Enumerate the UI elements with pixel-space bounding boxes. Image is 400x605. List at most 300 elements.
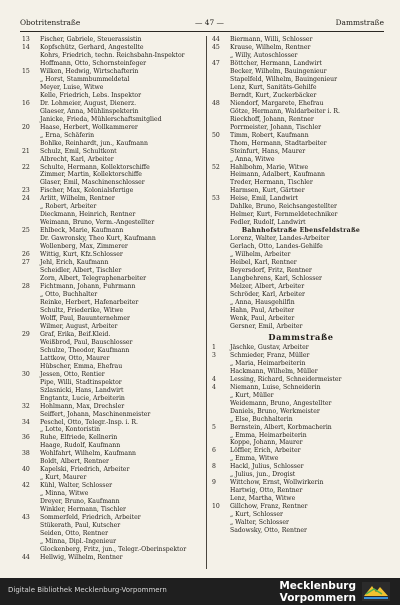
directory-entry	[22, 84, 204, 92]
house-number: 40	[22, 466, 30, 474]
directory-entry	[22, 482, 204, 490]
directory-entry	[22, 52, 204, 60]
resident-entry: Dieckmann, Heinrich, Rentner	[40, 211, 136, 219]
resident-entry: Lenz, Kurt, Sanitäts-Gehilfe	[230, 83, 317, 91]
directory-entry	[212, 424, 390, 432]
house-number: 4	[212, 383, 216, 391]
resident-entry: Dreyer, Bruno, Kaufmann	[40, 498, 120, 506]
directory-entry	[212, 267, 390, 275]
directory-entry	[22, 442, 204, 450]
header-left-street: Obotritenstraße	[20, 18, 81, 27]
directory-entry	[212, 299, 390, 307]
house-number: 22	[22, 163, 30, 171]
resident-entry: „ Julius, jun., Drogist	[230, 471, 296, 479]
directory-entry	[212, 503, 390, 511]
house-number: 3	[212, 351, 216, 359]
resident-entry: Hackl, Julius, Schlosser	[230, 463, 304, 471]
brand-text	[279, 580, 356, 604]
house-number: 8	[212, 463, 216, 471]
resident-entry: Wollenberg, Max, Zimmerer	[40, 243, 128, 251]
resident-entry: Heise, Emil, Landwirt	[230, 195, 299, 203]
directory-entry	[212, 108, 390, 116]
house-number: 28	[22, 283, 30, 291]
directory-entry	[212, 283, 390, 291]
directory-entry	[22, 458, 204, 466]
directory-entry	[22, 100, 204, 108]
directory-entry	[22, 44, 204, 52]
resident-entry: Fedler, Rudolf, Landwirt	[230, 219, 306, 227]
resident-entry: Harmsen, Kurt, Gärtner	[230, 187, 305, 195]
directory-entry	[22, 187, 204, 195]
directory-entry	[22, 379, 204, 387]
resident-entry: Kapelski, Friedrich, Arbeiter	[40, 466, 130, 474]
resident-entry: Kopfschütz, Gerhard, Angestellte	[40, 43, 144, 51]
resident-entry: Stapelfeld, Wilhelm, Bauingenieur	[230, 75, 338, 83]
resident-entry: Scheidler, Albert, Tischler	[40, 267, 122, 275]
resident-entry: Fichtmann, Johann, Fuhrmann	[40, 283, 136, 291]
directory-entry	[212, 315, 390, 323]
directory-entry	[212, 344, 390, 352]
resident-entry: Berndt, Kurt, Zuckerbäcker	[230, 91, 317, 99]
resident-entry: Beyersdorf, Fritz, Rentner	[230, 267, 312, 275]
resident-entry: Szlasnicki, Hans, Landwirt	[40, 386, 124, 394]
resident-entry: „ Anna, Hausgehilfin	[230, 298, 295, 306]
house-number: 10	[212, 503, 220, 511]
directory-entry	[212, 527, 390, 535]
resident-entry: Götze, Hermann, Waldarbeiter i. R.	[230, 107, 340, 115]
resident-entry: Rieckhoff, Johann, Rentner	[230, 115, 314, 123]
directory-entry	[22, 498, 204, 506]
house-number: 52	[212, 163, 220, 171]
brand-line1: Mecklenburg	[279, 580, 356, 592]
resident-entry: Haage, Rudolf, Kaufmann	[40, 442, 121, 450]
directory-entry	[212, 392, 390, 400]
directory-entry	[212, 275, 390, 283]
resident-entry: Schultz, Friederike, Witwe	[40, 306, 124, 314]
resident-entry: Lessing, Richard, Schneidermeister	[230, 375, 342, 383]
directory-entry	[212, 132, 390, 140]
directory-entry	[212, 211, 390, 219]
library-name: Digitale Bibliothek Mecklenburg-Vorpommern	[8, 586, 167, 594]
street-heading: Dammstraße	[268, 331, 334, 342]
resident-entry: Sadowsky, Otto, Rentner	[230, 527, 307, 535]
house-number: 34	[22, 418, 30, 426]
directory-entry	[212, 376, 390, 384]
resident-entry: „ Kurt, Müller	[230, 391, 274, 399]
resident-entry: „ Walter, Schlosser	[230, 519, 289, 527]
directory-entry	[212, 92, 390, 100]
resident-entry: „ Else, Buchhalterin	[230, 415, 293, 423]
directory-entry	[22, 179, 204, 187]
resident-entry: Glockenberg, Fritz, jun., Telegr.-Oberinspektor	[40, 546, 187, 553]
resident-entry: Fischer, Max, Kolonialsfertige	[40, 187, 134, 195]
directory-entry	[212, 479, 390, 487]
house-number: 48	[212, 99, 220, 107]
directory-entry	[212, 164, 390, 172]
resident-entry: Wilken, Hedwig, Wirtschafterin	[40, 67, 139, 75]
directory-entry	[22, 195, 204, 203]
resident-entry: Hellwig, Wilhelm, Rentner	[40, 553, 123, 561]
resident-entry: Fischer, Gabriele, Steuerassistin	[40, 36, 142, 43]
directory-entry	[22, 235, 204, 243]
directory-entry	[22, 140, 204, 148]
house-number: 26	[22, 251, 30, 259]
resident-entry: Glaeser, Anna, Mühlinspekterin	[40, 107, 139, 115]
directory-entry	[22, 227, 204, 235]
directory-entry	[212, 519, 390, 527]
resident-entry: Melzer, Albert, Arbeiter	[230, 283, 305, 291]
directory-entry	[22, 347, 204, 355]
house-number: 45	[212, 43, 220, 51]
directory-entry	[22, 411, 204, 419]
house-number: 14	[22, 43, 30, 51]
page-number: — 47 —	[195, 18, 224, 27]
directory-entry	[212, 352, 390, 360]
resident-entry: Zimmer, Martin, Kollektorschiffe	[40, 171, 142, 179]
directory-entry	[212, 203, 390, 211]
directory-entry	[212, 52, 390, 60]
house-number: 32	[22, 402, 30, 410]
resident-entry: Haase, Herbert, Wollkammerer	[40, 123, 138, 131]
house-number: 23	[22, 187, 30, 195]
directory-entry	[22, 132, 204, 140]
resident-entry: Glaser, Emil, Maschinenschlosser	[40, 179, 145, 187]
viewer-footer	[0, 578, 400, 605]
directory-entry	[212, 416, 390, 424]
directory-entry	[22, 514, 204, 522]
directory-entry	[212, 124, 390, 132]
resident-entry: Schröder, Karl, Arbeiter	[230, 291, 305, 298]
resident-entry: Jäschke, Gustav, Arbeiter	[230, 343, 309, 351]
house-number: 13	[22, 36, 30, 43]
directory-entry	[212, 84, 390, 92]
house-number: 50	[212, 131, 220, 139]
house-number: 9	[212, 479, 216, 487]
resident-entry: Koppe, Johann, Maurer	[230, 439, 303, 447]
directory-entry	[22, 530, 204, 538]
resident-entry: Albrecht, Karl, Arbeiter	[40, 155, 114, 163]
resident-entry: „ Horst, Stammbummeldetal	[40, 75, 130, 83]
resident-entry: Helmer, Kurt, Fernmeldetechniker	[230, 211, 338, 219]
directory-entry	[22, 538, 204, 546]
directory-entry	[212, 235, 390, 243]
directory-entry	[22, 219, 204, 227]
directory-entry	[22, 171, 204, 179]
resident-entry: Hohlmann, Max, Drechsler	[40, 402, 125, 410]
directory-entry	[212, 251, 390, 259]
resident-entry: „ Robert, Arbeiter	[40, 203, 97, 211]
resident-entry: Jehl, Erich, Kaufmann	[40, 259, 109, 267]
resident-entry: Kelle, Friedrich, Lebs. Inspektor	[40, 91, 142, 99]
house-number: 24	[22, 195, 30, 203]
directory-entry	[212, 511, 390, 519]
house-number: 6	[212, 447, 216, 455]
directory-entry	[22, 243, 204, 251]
directory-entry	[212, 487, 390, 495]
right-column	[212, 36, 390, 535]
directory-entry	[22, 203, 204, 211]
house-number: 47	[212, 59, 220, 67]
directory-entry	[22, 554, 204, 562]
resident-entry: „ Maria, Heimarbeiterin	[230, 359, 306, 367]
resident-entry: Hahn, Paul, Arbeiter	[230, 306, 295, 314]
directory-entry	[212, 219, 390, 227]
header-right-street: Dammstraße	[335, 18, 384, 27]
resident-entry: Lenz, Martha, Witwe	[230, 495, 296, 503]
resident-entry: Bernstein, Albert, Korbmacherin	[230, 423, 332, 431]
directory-entry	[22, 363, 204, 371]
directory-entry	[22, 395, 204, 403]
resident-entry: Wittchow, Ernst, Wollwirkerin	[230, 479, 324, 487]
resident-entry: Hübscher, Emma, Ehefrau	[40, 362, 123, 370]
directory-entry	[212, 368, 390, 376]
house-number: 21	[22, 147, 30, 155]
resident-entry: Böttcher, Hermann, Landwirt	[230, 59, 322, 67]
resident-entry: „ Willy, Autoschlosser	[230, 51, 298, 59]
resident-entry: Janicke, Frieda, Mühlerschaftsmitglied	[40, 115, 162, 123]
directory-entry	[22, 275, 204, 283]
resident-entry: Schulz, Emil, Schultkont	[40, 147, 117, 155]
directory-entry	[22, 148, 204, 156]
resident-entry: Peschel, Otto, Telegr.-Insp. i. R.	[40, 418, 138, 426]
directory-entry	[22, 68, 204, 76]
resident-entry: Heibel, Karl, Rentner	[230, 259, 297, 267]
resident-entry: Krause, Wilhelm, Rentner	[230, 43, 311, 51]
directory-entry	[212, 76, 390, 84]
resident-entry: Reinke, Herbert, Hafenarbeiter	[40, 298, 139, 306]
directory-entry	[212, 291, 390, 299]
resident-entry: Wenk, Paul, Arbeiter	[230, 314, 295, 322]
house-number: 36	[22, 434, 30, 442]
directory-entry	[22, 156, 204, 164]
resident-entry: Graf, Erika, Beif.Kleid.	[40, 330, 111, 338]
resident-entry: Engtantz, Lucie, Arbeiterin	[40, 394, 125, 402]
directory-entry	[212, 323, 390, 331]
resident-entry: Thom, Hermann, Stadtarbeiter	[230, 139, 327, 147]
house-number: 30	[22, 370, 30, 378]
resident-entry: Daniels, Bruno, Werkmeister	[230, 407, 320, 415]
left-column	[22, 36, 204, 562]
house-number: 27	[22, 259, 30, 267]
directory-entry	[212, 100, 390, 108]
directory-entry	[212, 156, 390, 164]
resident-entry: „ Lotte, Kontoristin	[40, 426, 101, 434]
directory-entry	[212, 307, 390, 315]
directory-entry	[212, 400, 390, 408]
resident-entry: Lorenz, Walter, Landes-Arbeiter	[230, 235, 330, 243]
resident-entry: Ruhe, Elfriede, Kellnerin	[40, 434, 118, 442]
resident-entry: Seiffert, Johann, Maschinenmeister	[40, 410, 151, 418]
resident-entry: Heimann, Adalbert, Kaufmann	[230, 171, 325, 179]
directory-entry	[22, 466, 204, 474]
house-number: 1	[212, 343, 216, 351]
directory-entry	[22, 339, 204, 347]
resident-entry: Ehlbeck, Marie, Kaufmann	[40, 227, 124, 235]
page-header	[20, 18, 390, 32]
resident-entry: Winkler, Hermann, Tischler	[40, 506, 126, 514]
directory-entry	[212, 187, 390, 195]
resident-entry: Niendorf, Margarete, Ehefrau	[230, 99, 324, 107]
resident-entry: „ Wilhelm, Arbeiter	[230, 251, 291, 259]
resident-entry: „ Minna, Dipl.-Ingenieur	[40, 538, 117, 546]
house-number: 42	[22, 482, 30, 490]
house-number: 5	[212, 423, 216, 431]
directory-entry	[22, 116, 204, 124]
directory-entry	[22, 355, 204, 363]
resident-entry: Timm, Robert, Kaufmann	[230, 131, 309, 139]
directory-entry	[22, 299, 204, 307]
directory-entry	[212, 44, 390, 52]
resident-entry: „ Otto, Buchhalter	[40, 291, 98, 298]
directory-entry	[212, 148, 390, 156]
house-number: 29	[22, 330, 30, 338]
resident-entry: Löffler, Erich, Arbeiter	[230, 447, 301, 455]
directory-entry	[212, 471, 390, 479]
resident-entry: Hahlbohm, Marie, Witwe	[230, 163, 309, 171]
resident-entry: „ Anna, Witwe	[230, 155, 275, 163]
directory-entry	[22, 403, 204, 411]
directory-entry	[212, 432, 390, 440]
directory-entry	[22, 108, 204, 116]
directory-entry	[22, 546, 204, 554]
resident-entry: „ Minna, Witwe	[40, 490, 89, 498]
directory-entry	[212, 243, 390, 251]
house-number: 15	[22, 67, 30, 75]
header-rule	[20, 31, 384, 32]
resident-entry: Wolff, Paul, Bauunternehmer	[40, 314, 130, 322]
resident-entry: Schulte, Hermann, Kollektorschiffe	[40, 163, 150, 171]
directory-entry	[212, 439, 390, 447]
directory-entry	[22, 124, 204, 132]
directory-entry	[212, 195, 390, 203]
directory-entry	[212, 408, 390, 416]
resident-entry: „ Erna, Schäferin	[40, 131, 95, 139]
directory-entry	[22, 419, 204, 427]
directory-entry	[22, 267, 204, 275]
directory-entry	[22, 36, 204, 44]
resident-entry: Weißbrod, Paul, Bauschlosser	[40, 338, 133, 346]
house-number: 44	[212, 36, 220, 43]
directory-entry	[22, 450, 204, 458]
resident-entry: Dr. Gawronsky, Theo Kurt, Kaufmann	[40, 235, 156, 243]
directory-entry	[22, 387, 204, 395]
directory-entry	[22, 251, 204, 259]
house-number: 43	[22, 514, 30, 522]
directory-entry	[22, 76, 204, 84]
brand-line2: Vorpommern	[279, 592, 356, 604]
directory-entry	[22, 331, 204, 339]
directory-entry	[22, 323, 204, 331]
directory-entry	[22, 315, 204, 323]
resident-entry: Seiden, Otto, Rentner	[40, 530, 109, 538]
resident-entry: Hoffmann, Otto, Schornsteinfeger	[40, 59, 147, 67]
resident-entry: Hartwig, Otto, Rentner	[230, 487, 303, 495]
resident-entry: Weimann, Bruno, Verm.-Angestellter	[40, 219, 155, 227]
directory-entry	[212, 495, 390, 503]
directory-entry	[22, 259, 204, 267]
directory-entry	[22, 211, 204, 219]
resident-entry: Gillchow, Franz, Rentner	[230, 503, 308, 511]
directory-entry	[212, 171, 390, 179]
resident-entry: Wilmer, August, Arbeiter	[40, 322, 118, 330]
directory-entry	[22, 291, 204, 299]
resident-entry: Boldt, Albert, Rentner	[40, 458, 109, 466]
resident-entry: Stükerath, Paul, Kutscher	[40, 522, 121, 530]
directory-entry	[22, 307, 204, 315]
resident-entry: Porrmeister, Johann, Tischler	[230, 123, 322, 131]
resident-entry: Schulze, Theodor, Kaufmann	[40, 346, 130, 354]
directory-entry	[22, 474, 204, 482]
directory-entry	[22, 506, 204, 514]
section-title: Bahnhofstraße Ebensfeldstraße	[241, 227, 361, 235]
resident-entry: Biermann, Willi, Schlosser	[230, 36, 313, 43]
resident-entry: „ Kurt, Maurer	[40, 474, 87, 482]
directory-entry	[212, 463, 390, 471]
directory-entry	[22, 60, 204, 68]
directory-entry	[22, 371, 204, 379]
house-number: 53	[212, 195, 220, 203]
directory-entry	[212, 259, 390, 267]
directory-entry	[212, 60, 390, 68]
resident-entry: Gersner, Emil, Arbeiter	[230, 322, 303, 330]
resident-entry: Meyer, Luise, Witwe	[40, 83, 104, 91]
column-divider	[206, 36, 207, 569]
resident-entry: Steinfurt, Hans, Maurer	[230, 147, 306, 155]
mv-state-logo-icon	[362, 582, 390, 601]
directory-entry	[212, 140, 390, 148]
resident-entry: Niemann, Luise, Schneiderin	[230, 383, 321, 391]
resident-entry: Gerlach, Otto, Landes-Gehilfe	[230, 243, 323, 251]
resident-entry: „ Emma, Witwe	[230, 455, 279, 463]
resident-entry: Pipe, Willi, Stadtinspektor	[40, 378, 122, 386]
directory-entry	[212, 360, 390, 368]
directory-entry	[212, 179, 390, 187]
resident-entry: Kohrs, Friedrich, techn. Reichsbahn-Inspektor	[40, 51, 185, 59]
resident-entry: Zorn, Albert, Telegraphenarbeiter	[40, 275, 147, 283]
resident-entry: Treder, Hermann, Tischler	[230, 179, 313, 187]
resident-entry: Arlitt, Wilhelm, Rentner	[40, 195, 115, 203]
directory-entry	[212, 447, 390, 455]
directory-entry	[22, 92, 204, 100]
resident-entry: Dahlke, Bruno, Reichsangestellter	[230, 203, 337, 211]
house-number: 25	[22, 227, 30, 235]
directory-entry	[22, 522, 204, 530]
resident-entry: Kühl, Walter, Schlosser	[40, 482, 113, 490]
directory-entry	[22, 490, 204, 498]
resident-entry: Langbehrens, Karl, Schlosser	[230, 275, 322, 283]
resident-entry: Lattkow, Otto, Maurer	[40, 354, 110, 362]
directory-entry	[212, 455, 390, 463]
resident-entry: Schmieder, Franz, Müller	[230, 351, 310, 359]
resident-entry: „ Emma, Heimarbeiterin	[230, 431, 307, 439]
resident-entry: Weidemann, Bruno, Angestellter	[230, 399, 332, 407]
directory-entry	[22, 164, 204, 172]
directory-entry	[212, 116, 390, 124]
resident-entry: Becker, Wilhelm, Bauingenieur	[230, 67, 327, 75]
resident-entry: Hackmann, Wilhelm, Müller	[230, 367, 318, 375]
resident-entry: Wittig, Kurt, Kfz.Schlosser	[40, 251, 123, 259]
house-number: 44	[22, 553, 30, 561]
directory-entry	[22, 434, 204, 442]
resident-entry: Jessen, Otto, Rentier	[40, 370, 105, 378]
resident-entry: Dr. Lohmeier, August, Dienerz.	[40, 99, 137, 107]
directory-entry	[212, 68, 390, 76]
directory-entry	[212, 384, 390, 392]
directory-entry	[22, 283, 204, 291]
resident-entry: Wohlfahrt, Wilhelm, Kaufmann	[40, 450, 136, 458]
resident-entry: Bohlke, Reinhardt, jun., Kaufmann	[40, 139, 148, 147]
directory-entry	[212, 36, 390, 44]
